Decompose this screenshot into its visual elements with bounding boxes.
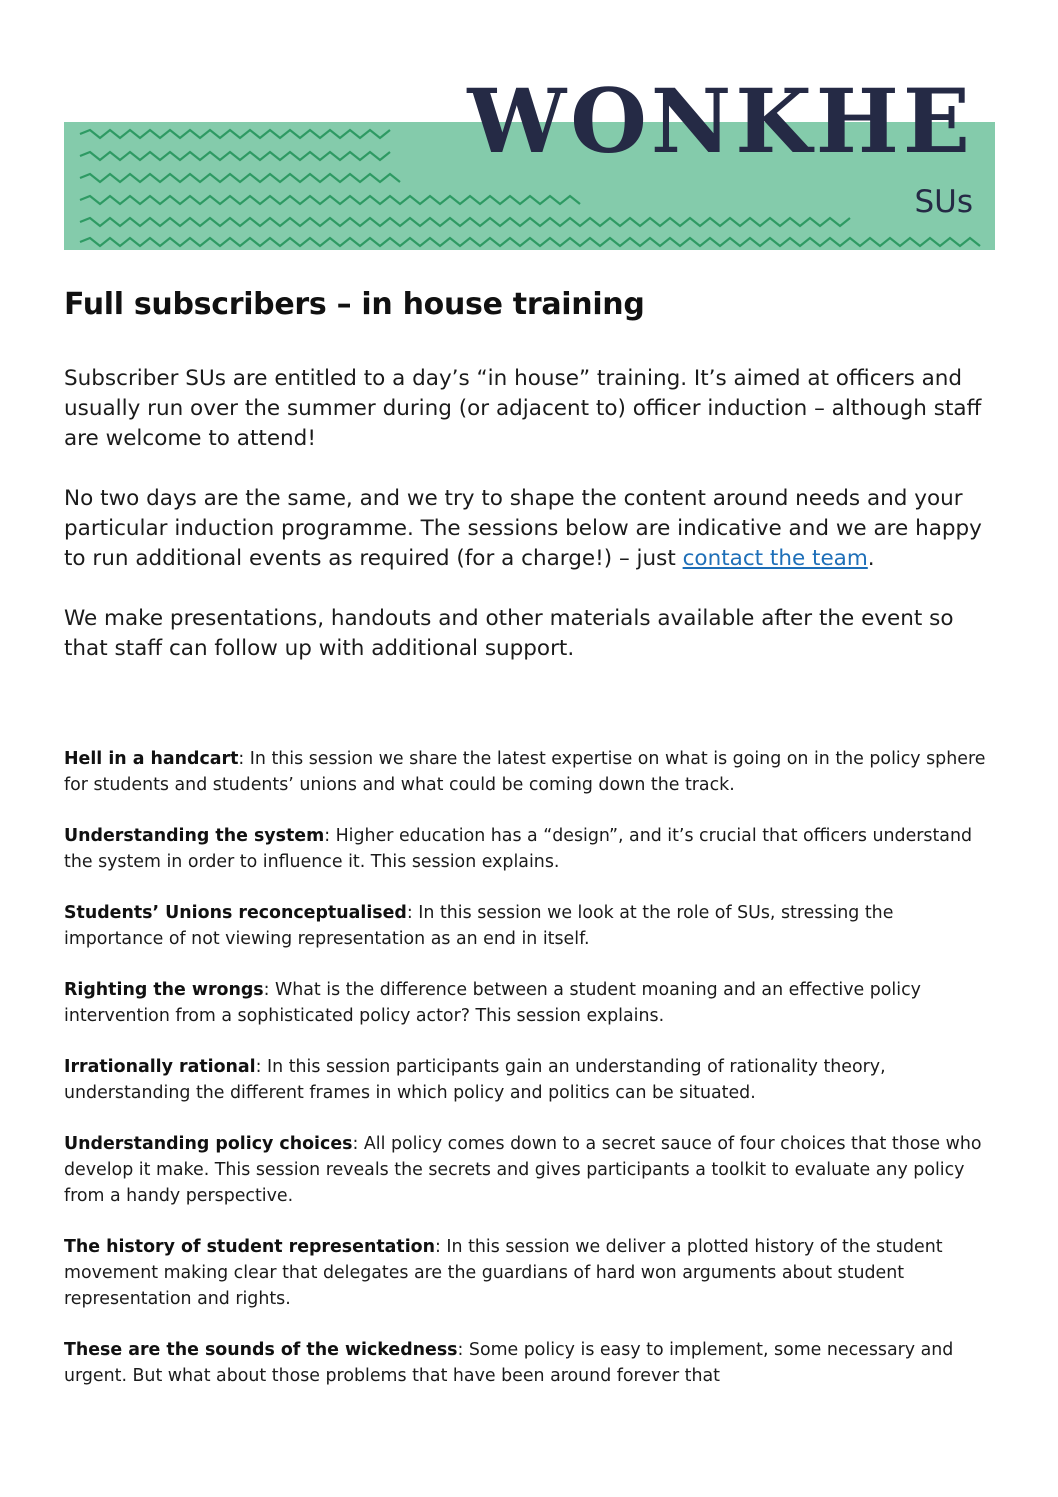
wave-line xyxy=(80,174,400,182)
session-name: Students’ Unions reconceptualised xyxy=(64,903,407,923)
session-list xyxy=(64,746,994,1414)
session-item xyxy=(64,746,994,798)
session-item xyxy=(64,1131,994,1209)
session-item xyxy=(64,823,994,875)
wave-line xyxy=(80,152,390,160)
session-description: : Some policy is easy to implement, some necessary and urgent. But what about those problems that have been around forever that xyxy=(64,1340,954,1386)
session-name: The history of student representation xyxy=(64,1237,435,1257)
session-item xyxy=(64,1234,994,1312)
session-name: These are the sounds of the wickedness xyxy=(64,1340,458,1360)
brand-subtitle: SUs xyxy=(914,184,973,220)
wave-line xyxy=(80,130,390,138)
session-description: : All policy comes down to a secret sauce of four choices that those who develop it make. This session reveals the secrets and gives participants a toolkit to evaluate any policy from a handy perspective. xyxy=(64,1134,982,1206)
session-item xyxy=(64,1337,994,1389)
intro-section xyxy=(64,364,994,694)
intro-paragraph-2 xyxy=(64,484,994,574)
brand-logo-text: WONKHE xyxy=(467,69,974,173)
session-description: : In this session participants gain an understanding of rationality theory, understanding the different frames in which policy and politics can be situated. xyxy=(64,1057,886,1103)
session-name: Understanding the system xyxy=(64,826,325,846)
session-description: : In this session we share the latest expertise on what is going on in the policy sphere for students and students’ unions and what could be coming down the track. xyxy=(64,749,986,795)
session-description: : What is the difference between a student moaning and an effective policy intervention from a sophisticated policy actor? This session explains. xyxy=(64,980,921,1026)
session-description: : In this session we deliver a plotted history of the student movement making clear that delegates are the guardians of hard won arguments about student representation and rights. xyxy=(64,1237,943,1309)
session-description: : Higher education has a “design”, and it’s crucial that officers understand the system in order to influence it. This session explains. xyxy=(64,826,973,872)
session-name: Righting the wrongs xyxy=(64,980,264,1000)
session-item xyxy=(64,900,994,952)
contact-team-link[interactable]: contact the team xyxy=(682,546,868,571)
header-banner xyxy=(64,62,995,250)
intro-paragraph-3: We make presentations, handouts and other materials available after the event so that staff can follow up with additional support. xyxy=(64,606,954,661)
intro-paragraph-2-text: No two days are the same, and we try to shape the content around needs and your particular induction programme. The sessions below are indicative and we are happy to run additional events as required (for a charge!) – just xyxy=(64,486,982,571)
session-name: Hell in a handcart xyxy=(64,749,239,769)
session-name: Irrationally rational xyxy=(64,1057,256,1077)
session-item xyxy=(64,977,994,1029)
session-item xyxy=(64,1054,994,1106)
page-title: Full subscribers – in house training xyxy=(64,287,645,322)
intro-paragraph-2-end: . xyxy=(867,546,875,571)
intro-paragraph-1: Subscriber SUs are entitled to a day’s “in house” training. It’s aimed at officers and usually run over the summer during (or adjacent to) officer induction – although staff are welcome to attend! xyxy=(64,366,982,451)
session-name: Understanding policy choices xyxy=(64,1134,353,1154)
session-description: : In this session we look at the role of SUs, stressing the importance of not viewing representation as an end in itself. xyxy=(64,903,894,949)
